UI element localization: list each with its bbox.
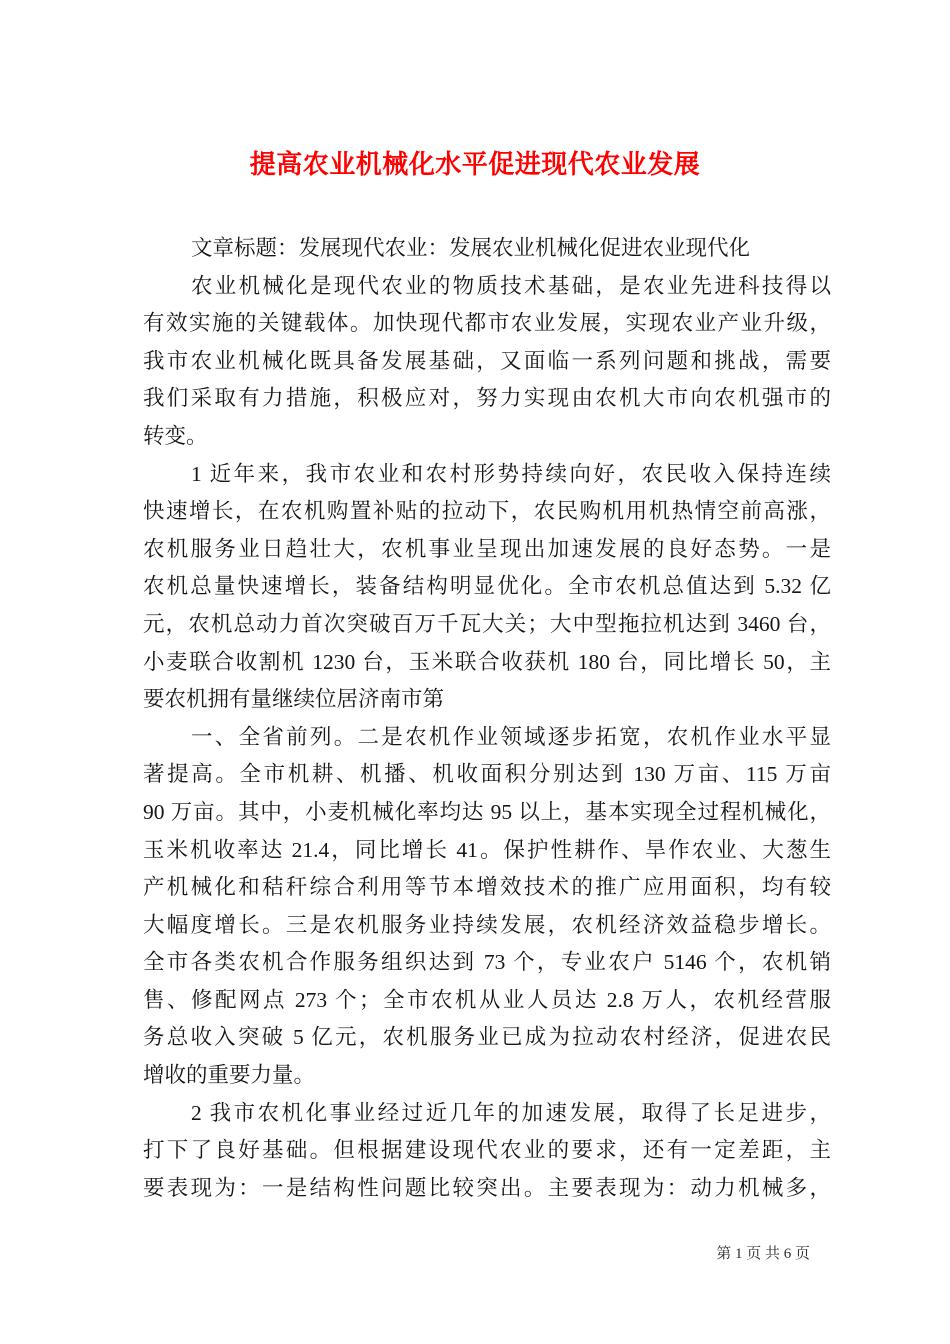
text-line: 2 我市农机化事业经过近几年的加速发展，取得了长足进步，: [191, 1100, 831, 1125]
document-body: [143, 230, 831, 1207]
page-number: 第 1 页 共 6 页: [716, 1246, 810, 1262]
text-line: 我们采取有力措施，积极应对，努力实现由农机大市向农机强市的: [143, 386, 831, 411]
text-line: 转变。: [143, 423, 208, 448]
text-line: 全市各类农机合作服务组织达到 73 个，专业农户 5146 个，农机销: [143, 950, 831, 975]
text-line: 务总收入突破 5 亿元，农机服务业已成为拉动农村经济，促进农民: [143, 1025, 831, 1050]
text-line: 小麦联合收割机 1230 台，玉米联合收获机 180 台，同比增长 50，主: [143, 649, 831, 674]
text-line: 大幅度增长。三是农机服务业持续发展，农机经济效益稳步增长。: [143, 912, 831, 937]
text-line: 农机服务业日趋壮大，农机事业呈现出加速发展的良好态势。一是: [143, 536, 831, 561]
document-title: 提高农业机械化水平促进现代农业发展: [249, 150, 701, 180]
text-line: 著提高。全市机耕、机播、机收面积分别达到 130 万亩、115 万亩: [143, 762, 831, 787]
text-line: 一、全省前列。二是农机作业领域逐步拓宽，农机作业水平显: [191, 724, 831, 749]
text-line: 农机总量快速增长，装备结构明显优化。全市农机总值达到 5.32 亿: [143, 574, 831, 599]
text-line: 元，农机总动力首次突破百万千瓦大关；大中型拖拉机达到 3460 台，: [143, 611, 831, 636]
text-line: 产机械化和秸秆综合利用等节本增效技术的推广应用面积，均有较: [143, 875, 831, 900]
text-line: 90 万亩。其中，小麦机械化率均达 95 以上，基本实现全过程机械化，: [143, 799, 831, 824]
text-line: 打下了良好基础。但根据建设现代农业的要求，还有一定差距，主: [143, 1138, 831, 1163]
text-line: 增收的重要力量。: [143, 1063, 316, 1088]
text-line: 1 近年来，我市农业和农村形势持续向好，农民收入保持连续: [191, 461, 831, 486]
text-line: 玉米机收率达 21.4，同比增长 41。保护性耕作、旱作农业、大葱生: [143, 837, 831, 862]
text-line: 售、修配网点 273 个；全市农机从业人员达 2.8 万人，农机经营服: [143, 987, 831, 1012]
text-line: 要表现为：一是结构性问题比较突出。主要表现为：动力机械多，: [143, 1175, 831, 1200]
text-line: 农业机械化是现代农业的物质技术基础，是农业先进科技得以: [191, 273, 831, 298]
text-line: 有效实施的关键载体。加快现代都市农业发展，实现农业产业升级，: [143, 311, 831, 336]
text-line: 我市农业机械化既具备发展基础，又面临一系列问题和挑战，需要: [143, 348, 831, 373]
text-line: 要农机拥有量继续位居济南市第: [143, 687, 445, 712]
text-line: 快速增长，在农机购置补贴的拉动下，农民购机用机热情空前高涨，: [143, 499, 831, 524]
text-line: 文章标题：发展现代农业：发展农业机械化促进农业现代化: [191, 236, 751, 260]
